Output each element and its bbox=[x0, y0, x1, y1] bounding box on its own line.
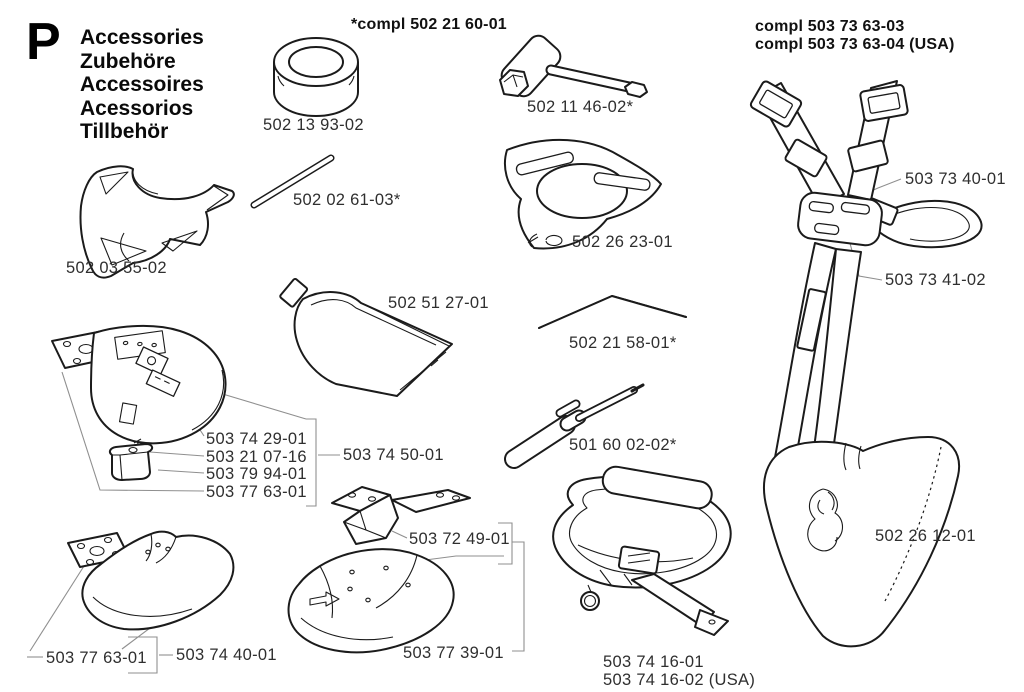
label-harness-strap: 503 73 40-01 bbox=[905, 170, 1006, 188]
title-german: Zubehöre bbox=[80, 49, 176, 73]
socket-wrench-drawing bbox=[498, 32, 647, 101]
assembly-note-right-1: compl 503 73 63-03 bbox=[755, 18, 905, 35]
assembly-note-center: *compl 502 21 60-01 bbox=[351, 16, 507, 33]
label-guard-decal: 503 74 29-01 bbox=[206, 430, 307, 448]
label-trimmer-guard-assembly: 503 74 50-01 bbox=[343, 446, 444, 464]
label-mounting-plate-bottom: 503 77 63-01 bbox=[46, 649, 147, 667]
label-socket-wrench: 502 11 46-02* bbox=[527, 98, 634, 116]
section-letter: P bbox=[26, 13, 61, 71]
label-shoulder-strap: 503 74 16-01 bbox=[603, 653, 704, 671]
hex-key-drawing bbox=[539, 296, 686, 328]
label-mounting-plate-top: 503 77 63-01 bbox=[206, 483, 307, 501]
guard-clamp-drawing bbox=[110, 444, 152, 480]
label-blade-guard: 503 74 40-01 bbox=[176, 646, 277, 664]
shield-extension-drawing bbox=[289, 549, 454, 652]
title-spanish: Acessorios bbox=[80, 96, 194, 120]
label-support-collar: 502 13 93-02 bbox=[263, 116, 364, 134]
label-shield-extension: 503 77 39-01 bbox=[403, 644, 504, 662]
label-harness-buckle: 503 73 41-02 bbox=[885, 271, 986, 289]
label-mount-bracket: 503 72 49-01 bbox=[409, 530, 510, 548]
shoulder-strap-drawing bbox=[553, 465, 731, 635]
label-guard-screw: 503 21 07-16 bbox=[206, 448, 307, 466]
assembly-note-right-2: compl 503 73 63-04 (USA) bbox=[755, 36, 955, 53]
page-title bbox=[80, 26, 204, 144]
title-english: Accessories bbox=[80, 26, 204, 49]
label-locking-pin: 502 02 61-03* bbox=[293, 191, 401, 209]
label-hex-key: 502 21 58-01* bbox=[569, 334, 677, 352]
label-screwdriver: 501 60 02-02* bbox=[569, 436, 677, 454]
label-guard-clamp: 503 79 94-01 bbox=[206, 465, 307, 483]
support-collar-drawing bbox=[274, 38, 358, 116]
title-swedish: Tillbehör bbox=[80, 120, 169, 143]
label-harness-hook: 502 26 12-01 bbox=[875, 527, 976, 545]
title-french: Accessoires bbox=[80, 73, 204, 96]
label-shoulder-strap-usa: 503 74 16-02 (USA) bbox=[603, 671, 756, 689]
label-grease-tube: 502 51 27-01 bbox=[388, 294, 489, 312]
label-tri-blade: 502 26 23-01 bbox=[572, 233, 673, 251]
trimmer-guard-drawing bbox=[91, 326, 226, 443]
label-deflector-bracket: 502 03 55-02 bbox=[66, 259, 167, 277]
